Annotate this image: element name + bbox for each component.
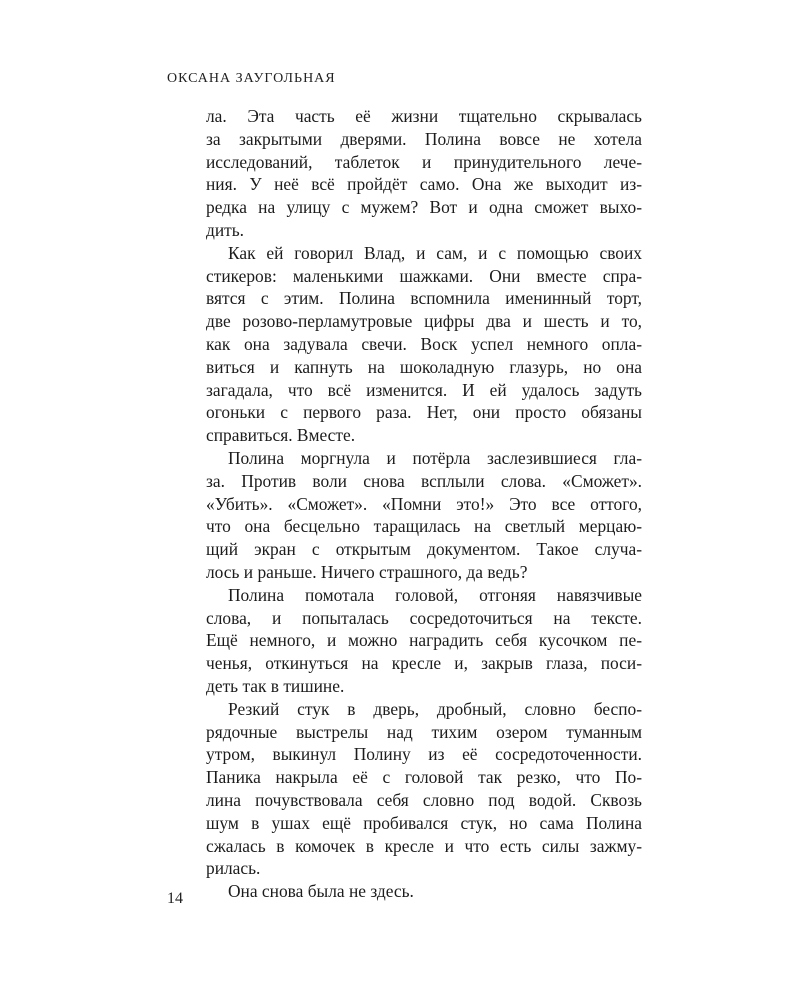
paragraph-2 bbox=[206, 242, 642, 447]
text-line: деть так в тишине. bbox=[206, 675, 345, 696]
text-line: за закрытыми дверями. Полина вовсе не хотела bbox=[206, 128, 642, 149]
body-text bbox=[206, 105, 642, 903]
text-line: рядочные выстрелы над тихим озером туманным bbox=[206, 721, 642, 742]
text-line: «Убить». «Сможет». «Помни это!» Это все оттого, bbox=[206, 493, 642, 514]
text-line: слова, и попыталась сосредоточиться на тексте. bbox=[206, 607, 642, 628]
text-line: ла. Эта часть её жизни тщательно скрывалась bbox=[206, 106, 642, 126]
text-line: ния. У неё всё пройдёт само. Она же выходит из- bbox=[206, 174, 642, 195]
text-line: лось и раньше. Ничего страшного, да ведь? bbox=[206, 561, 528, 582]
text-line: сжалась в комочек в кресле и что есть силы зажму- bbox=[206, 835, 642, 856]
text-line: шум в ушах ещё пробивался стук, но сама Полина bbox=[206, 812, 642, 833]
text-line: за. Против воли снова всплыли слова. «Сможет». bbox=[206, 470, 642, 491]
text-line: Паника накрыла её с головой так резко, что По- bbox=[206, 767, 642, 788]
text-line: две розово-перламутровые цифры два и шесть и то, bbox=[206, 311, 642, 332]
page-number: 14 bbox=[167, 890, 183, 907]
text-line: как она задувала свечи. Воск успел немного опла- bbox=[206, 333, 642, 354]
text-line: загадала, что всё изменится. И ей удалось задуть bbox=[206, 379, 642, 400]
text-line: огоньки с первого раза. Нет, они просто обязаны bbox=[206, 402, 642, 423]
text-line: Полина помотала головой, отгоняя навязчивые bbox=[228, 584, 642, 605]
text-line: дить. bbox=[206, 219, 245, 240]
paragraph-5 bbox=[206, 698, 642, 880]
text-line: что она бесцельно таращилась на светлый мерцаю- bbox=[206, 516, 642, 537]
text-line: справиться. Вместе. bbox=[206, 425, 356, 446]
paragraph-6 bbox=[206, 880, 642, 903]
text-line: рилась. bbox=[206, 858, 261, 879]
text-line: редка на улицу с мужем? Вот и одна сможет выхо- bbox=[206, 197, 642, 218]
text-line: ченья, откинуться на кресле и, закрыв глаза, поси- bbox=[206, 653, 642, 674]
text-line: лина почувствовала себя словно под водой. Сквозь bbox=[206, 789, 642, 810]
text-line: исследований, таблеток и принудительного лече- bbox=[206, 151, 642, 172]
text-line: виться и капнуть на шоколадную глазурь, но она bbox=[206, 356, 642, 377]
text-line: вятся с этим. Полина вспомнила именинный торт, bbox=[206, 288, 642, 309]
text-line: Резкий стук в дверь, дробный, словно беспо- bbox=[228, 698, 642, 719]
text-line: Полина моргнула и потёрла заслезившиеся гла- bbox=[228, 447, 642, 468]
text-line: щий экран с открытым документом. Такое случа- bbox=[206, 539, 642, 560]
text-line: Она снова была не здесь. bbox=[228, 881, 414, 902]
text-line: утром, выкинул Полину из её сосредоточенности. bbox=[206, 744, 642, 765]
text-line: Ещё немного, и можно наградить себя кусочком пе- bbox=[206, 630, 642, 651]
paragraph-4 bbox=[206, 584, 642, 698]
running-head: ОКСАНА ЗАУГОЛЬНАЯ bbox=[167, 71, 336, 86]
paragraph-1 bbox=[206, 105, 642, 242]
paragraph-3 bbox=[206, 447, 642, 584]
text-line: стикеров: маленькими шажками. Они вместе спра- bbox=[206, 265, 642, 286]
text-line: Как ей говорил Влад, и сам, и с помощью своих bbox=[228, 242, 642, 263]
